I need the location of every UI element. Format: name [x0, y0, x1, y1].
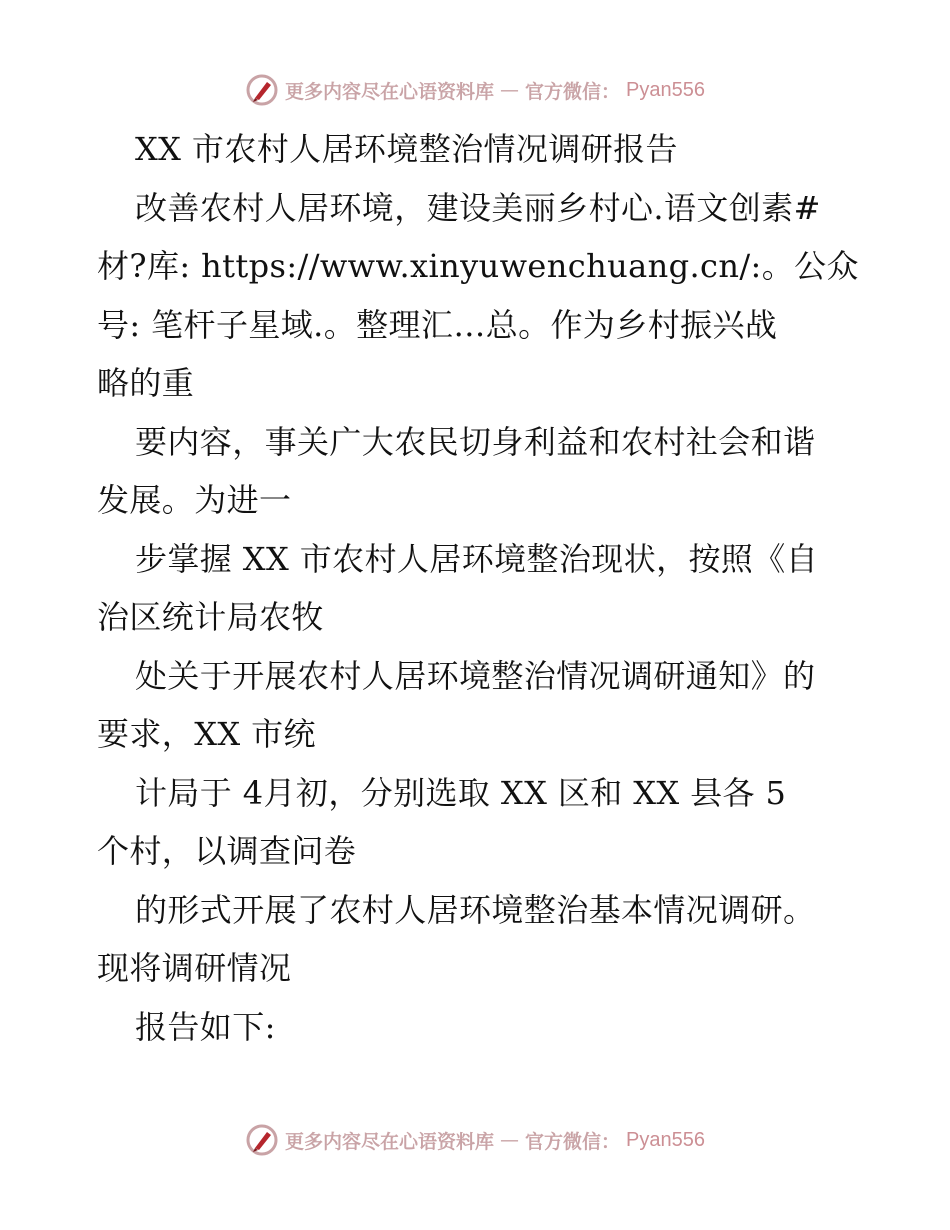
watermark-site-text: 更多内容尽在心语资料库	[285, 80, 495, 103]
pen-circle-logo-icon	[245, 1123, 279, 1157]
header-watermark	[0, 72, 950, 108]
document-title: XX 市农村人居环境整治情况调研报告	[135, 130, 678, 168]
paragraph-line: 处关于开展农村人居环境整治情况调研通知》的	[135, 656, 816, 695]
paragraph-line: 略的重	[97, 364, 195, 402]
watermark-wechat-label: 官方微信：	[525, 1130, 621, 1153]
paragraph-line: 改善农村人居环境，建设美丽乡村心.语文创素#	[135, 188, 821, 227]
pen-circle-logo-icon	[245, 73, 279, 107]
watermark-dash: —	[500, 79, 520, 101]
document-body	[97, 120, 857, 1056]
footer-watermark	[0, 1122, 950, 1158]
watermark-wechat-label: 官方微信：	[525, 80, 621, 103]
watermark-wechat-id: Pyan556	[626, 78, 705, 101]
paragraph-line: 报告如下:	[135, 1007, 276, 1046]
paragraph-line: 个村，以调查问卷	[97, 832, 357, 870]
watermark-site-text: 更多内容尽在心语资料库	[285, 1130, 495, 1153]
paragraph-line: 材?库: https://www.xinyuwenchuang.cn/:。公众	[97, 247, 859, 285]
paragraph-line: 治区统计局农牧	[97, 598, 324, 636]
paragraph-line: 的形式开展了农村人居环境整治基本情况调研。	[135, 890, 816, 929]
paragraph-line: 现将调研情况	[97, 949, 292, 987]
paragraph-line: 要求，XX 市统	[97, 715, 316, 753]
paragraph-line: 计局于 4月初，分别选取 XX 区和 XX 县各 5	[135, 773, 787, 812]
paragraph-line: 发展。为进一	[97, 481, 292, 519]
paragraph-line: 步掌握 XX 市农村人居环境整治现状，按照《自	[135, 539, 819, 578]
paragraph-line: 要内容，事关广大农民切身利益和农村社会和谐	[135, 422, 816, 461]
watermark-dash: —	[500, 1129, 520, 1151]
watermark-wechat-id: Pyan556	[626, 1128, 705, 1151]
paragraph-line: 号: 笔杆子星域.。整理汇…总。作为乡村振兴战	[97, 305, 778, 344]
